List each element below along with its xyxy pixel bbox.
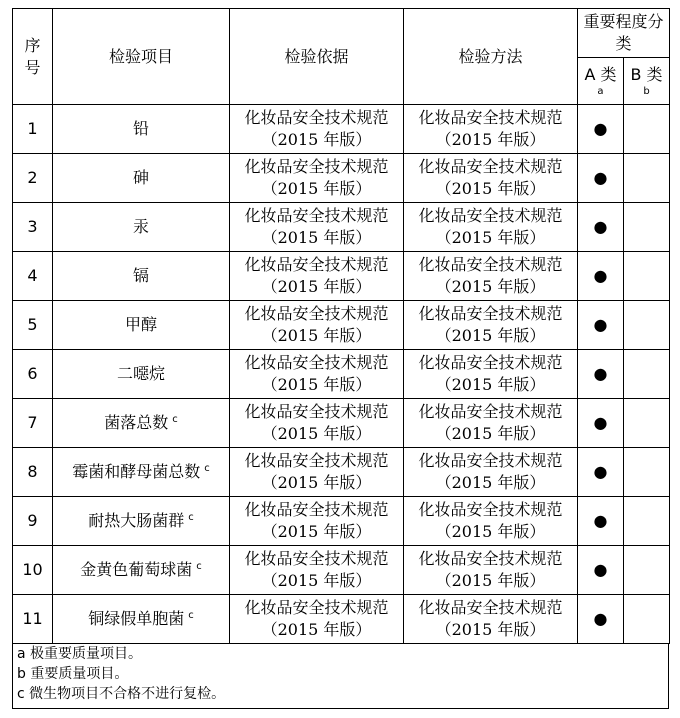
table-row bbox=[13, 448, 670, 497]
row-inspection-basis: 化妆品安全技术规范（2015 年版） bbox=[230, 301, 404, 350]
row-serial-number: 8 bbox=[13, 448, 53, 497]
row-serial-number: 5 bbox=[13, 301, 53, 350]
row-item-note-mark: c bbox=[196, 560, 202, 572]
inspection-table-container bbox=[12, 8, 670, 709]
notes-table bbox=[12, 643, 669, 709]
row-inspection-method: 化妆品安全技术规范（2015 年版） bbox=[404, 546, 578, 595]
footnote-c: c 微生物项目不合格不进行复检。 bbox=[17, 686, 226, 702]
row-inspection-item bbox=[53, 448, 230, 497]
row-inspection-item bbox=[53, 350, 230, 399]
header-class-b-note-mark: b bbox=[643, 86, 650, 97]
row-item-name: 耐热大肠菌群 bbox=[88, 511, 185, 530]
row-item-name: 铜绿假单胞菌 bbox=[88, 609, 185, 628]
row-inspection-item bbox=[53, 301, 230, 350]
row-inspection-basis: 化妆品安全技术规范（2015 年版） bbox=[230, 203, 404, 252]
row-item-name: 霉菌和酵母菌总数 bbox=[72, 462, 201, 481]
row-inspection-method: 化妆品安全技术规范（2015 年版） bbox=[404, 154, 578, 203]
row-serial-number: 11 bbox=[13, 595, 53, 644]
row-inspection-method: 化妆品安全技术规范（2015 年版） bbox=[404, 203, 578, 252]
table-row bbox=[13, 105, 670, 154]
header-inspection-item: 检验项目 bbox=[53, 9, 230, 105]
row-serial-number: 2 bbox=[13, 154, 53, 203]
header-serial-char-1: 序 bbox=[24, 35, 41, 55]
row-serial-number: 3 bbox=[13, 203, 53, 252]
header-class-b-label: B 类 bbox=[630, 65, 663, 84]
row-inspection-method: 化妆品安全技术规范（2015 年版） bbox=[404, 399, 578, 448]
row-inspection-method: 化妆品安全技术规范（2015 年版） bbox=[404, 105, 578, 154]
table-header-row bbox=[13, 9, 670, 58]
row-item-note-mark: c bbox=[188, 609, 194, 621]
header-importance-classification: 重要程度分类 bbox=[578, 9, 670, 58]
row-class-b-mark bbox=[624, 595, 670, 644]
row-class-b-mark bbox=[624, 301, 670, 350]
row-class-a-mark: ● bbox=[578, 546, 624, 595]
row-item-name: 镉 bbox=[132, 266, 149, 285]
header-serial-number bbox=[13, 9, 53, 105]
footnote-a: a 极重要质量项目。 bbox=[17, 646, 143, 662]
table-row bbox=[13, 546, 670, 595]
row-item-name: 二噁烷 bbox=[116, 364, 165, 383]
table-row bbox=[13, 301, 670, 350]
row-class-b-mark bbox=[624, 497, 670, 546]
row-item-name: 汞 bbox=[132, 217, 149, 236]
row-class-b-mark bbox=[624, 399, 670, 448]
header-serial-char-2: 号 bbox=[24, 57, 41, 77]
row-inspection-basis: 化妆品安全技术规范（2015 年版） bbox=[230, 252, 404, 301]
row-class-a-mark: ● bbox=[578, 301, 624, 350]
row-item-name: 砷 bbox=[132, 168, 149, 187]
header-class-a bbox=[578, 58, 624, 105]
row-inspection-item bbox=[53, 203, 230, 252]
row-inspection-method: 化妆品安全技术规范（2015 年版） bbox=[404, 301, 578, 350]
row-class-b-mark bbox=[624, 448, 670, 497]
row-serial-number: 7 bbox=[13, 399, 53, 448]
row-class-a-mark: ● bbox=[578, 448, 624, 497]
row-class-a-mark: ● bbox=[578, 350, 624, 399]
row-item-name: 铅 bbox=[132, 119, 149, 138]
header-inspection-basis: 检验依据 bbox=[230, 9, 404, 105]
row-item-name: 菌落总数 bbox=[104, 413, 169, 432]
row-item-name: 金黄色葡萄球菌 bbox=[80, 560, 193, 579]
row-class-b-mark bbox=[624, 546, 670, 595]
row-inspection-basis: 化妆品安全技术规范（2015 年版） bbox=[230, 399, 404, 448]
row-inspection-item bbox=[53, 105, 230, 154]
row-inspection-method: 化妆品安全技术规范（2015 年版） bbox=[404, 448, 578, 497]
row-inspection-method: 化妆品安全技术规范（2015 年版） bbox=[404, 350, 578, 399]
row-serial-number: 1 bbox=[13, 105, 53, 154]
header-class-b bbox=[624, 58, 670, 105]
row-inspection-item bbox=[53, 546, 230, 595]
row-class-a-mark: ● bbox=[578, 399, 624, 448]
inspection-items-table bbox=[12, 8, 670, 644]
row-inspection-basis: 化妆品安全技术规范（2015 年版） bbox=[230, 105, 404, 154]
header-class-a-label: A 类 bbox=[584, 65, 617, 84]
row-inspection-basis: 化妆品安全技术规范（2015 年版） bbox=[230, 154, 404, 203]
footnotes-row bbox=[13, 644, 669, 709]
header-inspection-method: 检验方法 bbox=[404, 9, 578, 105]
row-inspection-item bbox=[53, 497, 230, 546]
header-class-a-note-mark: a bbox=[597, 86, 604, 97]
row-inspection-item bbox=[53, 252, 230, 301]
table-row bbox=[13, 595, 670, 644]
row-inspection-basis: 化妆品安全技术规范（2015 年版） bbox=[230, 350, 404, 399]
row-class-a-mark: ● bbox=[578, 203, 624, 252]
row-item-note-mark: c bbox=[188, 511, 194, 523]
table-row bbox=[13, 350, 670, 399]
row-class-b-mark bbox=[624, 252, 670, 301]
table-row bbox=[13, 399, 670, 448]
row-item-name: 甲醇 bbox=[124, 315, 157, 334]
row-class-b-mark bbox=[624, 350, 670, 399]
row-inspection-basis: 化妆品安全技术规范（2015 年版） bbox=[230, 595, 404, 644]
row-item-note-mark: c bbox=[172, 413, 178, 425]
row-inspection-basis: 化妆品安全技术规范（2015 年版） bbox=[230, 448, 404, 497]
footnotes-cell bbox=[13, 644, 669, 709]
table-row bbox=[13, 154, 670, 203]
row-inspection-method: 化妆品安全技术规范（2015 年版） bbox=[404, 595, 578, 644]
table-row bbox=[13, 252, 670, 301]
row-inspection-method: 化妆品安全技术规范（2015 年版） bbox=[404, 497, 578, 546]
row-serial-number: 6 bbox=[13, 350, 53, 399]
row-item-note-mark: c bbox=[204, 462, 210, 474]
row-class-a-mark: ● bbox=[578, 497, 624, 546]
table-row bbox=[13, 497, 670, 546]
row-inspection-method: 化妆品安全技术规范（2015 年版） bbox=[404, 252, 578, 301]
row-inspection-basis: 化妆品安全技术规范（2015 年版） bbox=[230, 497, 404, 546]
row-serial-number: 4 bbox=[13, 252, 53, 301]
row-class-b-mark bbox=[624, 154, 670, 203]
row-serial-number: 10 bbox=[13, 546, 53, 595]
row-inspection-item bbox=[53, 154, 230, 203]
row-class-a-mark: ● bbox=[578, 105, 624, 154]
row-class-b-mark bbox=[624, 203, 670, 252]
row-class-a-mark: ● bbox=[578, 595, 624, 644]
row-class-b-mark bbox=[624, 105, 670, 154]
row-inspection-basis: 化妆品安全技术规范（2015 年版） bbox=[230, 546, 404, 595]
footnote-b: b 重要质量项目。 bbox=[17, 666, 129, 682]
row-class-a-mark: ● bbox=[578, 252, 624, 301]
row-serial-number: 9 bbox=[13, 497, 53, 546]
row-class-a-mark: ● bbox=[578, 154, 624, 203]
row-inspection-item bbox=[53, 399, 230, 448]
table-row bbox=[13, 203, 670, 252]
row-inspection-item bbox=[53, 595, 230, 644]
